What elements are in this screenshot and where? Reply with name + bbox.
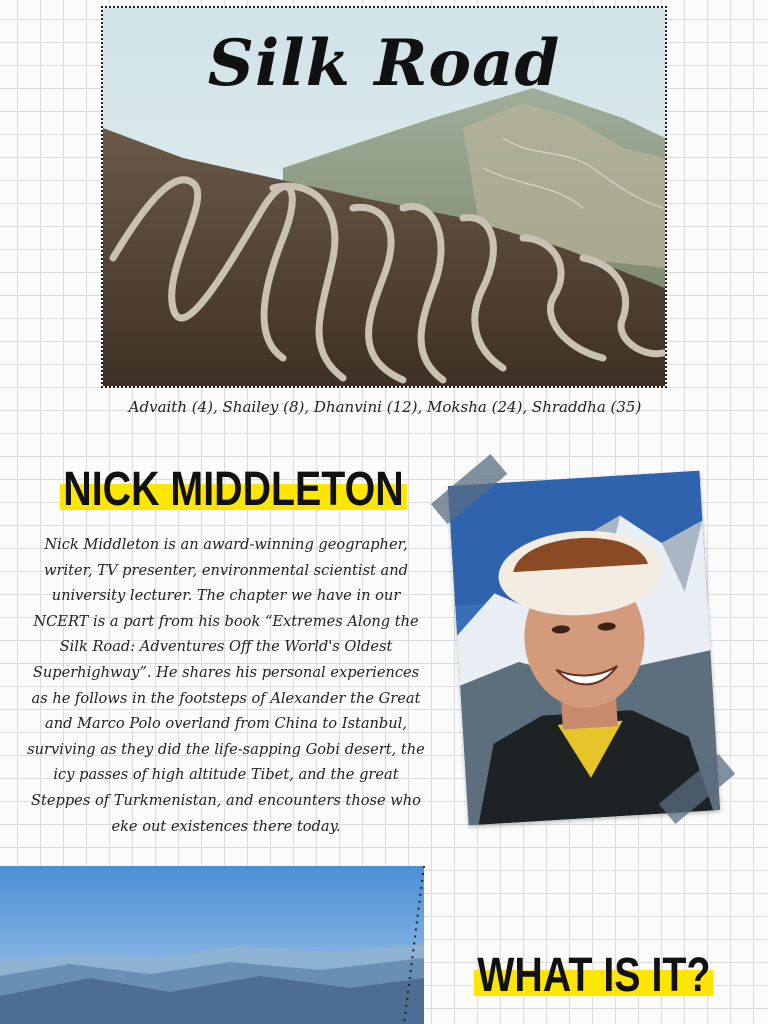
hero-photo (101, 6, 667, 388)
what-is-it-heading (474, 949, 766, 1002)
bio-heading-text: NICK MIDDLETON (60, 466, 407, 514)
hero-title: Silk Road (207, 26, 561, 101)
photo-caption: Advaith (4), Shailey (8), Dhanvini (12), Moksha (24), Shraddha (35) (128, 398, 642, 416)
dotted-divider (400, 866, 430, 1024)
portrait-illustration (448, 471, 720, 826)
landscape-photo (0, 866, 424, 1024)
bio-paragraph: Nick Middleton is an award-winning geographer, writer, TV presenter, environmental scientist and university lecturer. The chapter we have in our NCERT is a part from his book “Extremes Along the Silk Road: Adventures Off the World's Oldest Superhighway”. He shares his personal experiences as he follows in the footsteps of Alexander the Great and Marco Polo overland from China to Istanbul, surviving as they did the life-sapping Gobi desert, the icy passes of high altitude Tibet, and the great Steppes of Turkmenistan, and encounters those who eke out existences there today. (27, 536, 425, 835)
author-portrait (448, 471, 720, 826)
landscape-illustration (0, 866, 424, 1024)
what-is-it-heading-text: WHAT IS IT? (474, 952, 714, 1000)
bio-heading (60, 463, 483, 516)
